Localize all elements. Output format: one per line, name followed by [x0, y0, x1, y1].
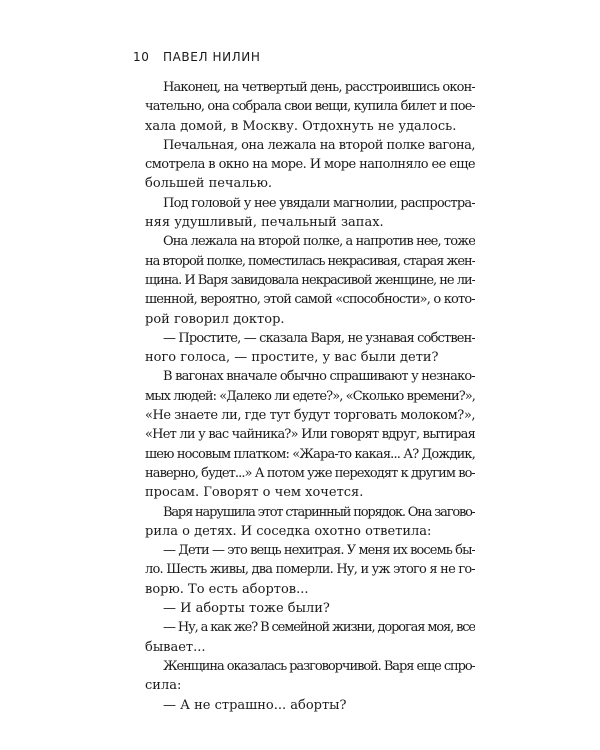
text-line: — А не страшно... аборты?	[163, 697, 347, 713]
text-line: хала домой, в Москву. Отдохнуть не удалось.	[145, 118, 457, 134]
text-line: — Простите, — сказала Варя, не узнавая собствен-	[163, 330, 475, 346]
text-line: наверно, будет...» А потом уже переходят к другим во-	[145, 465, 475, 481]
text-line: — Дети — это вещь нехитрая. У меня их восемь бы-	[163, 543, 475, 559]
text-line: — И аборты тоже были?	[163, 601, 330, 617]
text-line: шенной, вероятно, этой самой «способности», о кото-	[145, 292, 475, 308]
text-line: ворю. То есть абортов...	[145, 581, 309, 597]
text-line: — Ну, а как же? В семейной жизни, дорогая моя, все	[163, 620, 475, 636]
text-line: на второй полке, поместилась некрасивая, старая жен-	[145, 253, 475, 269]
text-line: Варя нарушила этот старинный порядок. Она загово-	[163, 504, 475, 520]
text-line: мых людей: «Далеко ли едете?», «Сколько времени?»,	[145, 388, 475, 404]
text-line: чательно, она собрала свои вещи, купила билет и пое-	[145, 99, 475, 115]
text-line: рой говорил доктор.	[145, 311, 285, 327]
text-line: просам. Говорят о чем хочется.	[145, 485, 364, 501]
text-line: ного голоса, — простите, у вас были дети?	[145, 350, 439, 366]
text-line: «Нет ли у вас чайника?» Или говорят вдруг, вытирая	[145, 427, 475, 443]
text-line: смотрела в окно на море. И море наполняло ее еще	[145, 157, 475, 173]
text-line: Под головой у нее увядали магнолии, распростра-	[163, 195, 475, 211]
page-number: 10	[133, 50, 150, 64]
text-line: сила:	[145, 678, 182, 694]
author-name: ПАВЕЛ НИЛИН	[163, 50, 261, 64]
text-line: Печальная, она лежала на второй полке вагона,	[163, 137, 475, 153]
body-text	[145, 78, 475, 715]
text-line: рила о детях. И соседка охотно ответила:	[145, 523, 432, 539]
text-line: Женщина оказалась разговорчивой. Варя еще спро-	[163, 658, 475, 674]
text-line: бывает...	[145, 639, 206, 655]
text-line: «Не знаете ли, где тут будут торговать молоком?»,	[145, 408, 475, 424]
text-line: большей печалью.	[145, 176, 273, 192]
text-line: Наконец, на четвертый день, расстроившись окон-	[163, 80, 475, 95]
text-line: няя удушливый, печальный запах.	[145, 215, 384, 231]
text-line: В вагонах вначале обычно спрашивают у незнако-	[163, 369, 475, 385]
text-line: шею носовым платком: «Жара-то какая... А? Дождик,	[145, 446, 475, 462]
text-line: щина. И Варя завидовала некрасивой женщине, не ли-	[145, 272, 475, 288]
text-line: ло. Шесть живы, два померли. Ну, и уж этого я не го-	[145, 562, 475, 578]
text-line: Она лежала на второй полке, а напротив нее, тоже	[163, 234, 475, 250]
running-header	[133, 50, 261, 64]
